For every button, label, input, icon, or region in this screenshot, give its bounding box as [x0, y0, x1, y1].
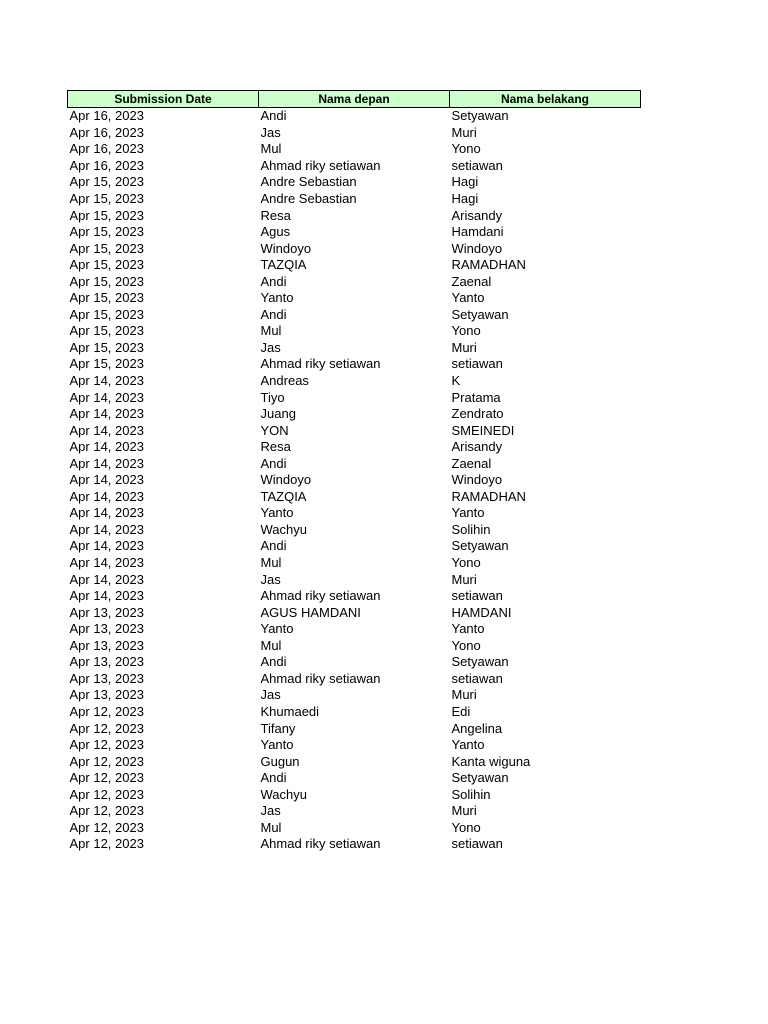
- header-nama-depan: Nama depan: [259, 91, 450, 108]
- table-row: [68, 770, 641, 787]
- cell-submission-date: Apr 14, 2023: [69, 521, 144, 537]
- cell-nama-depan: Andre Sebastian: [260, 191, 357, 206]
- table-row: [68, 737, 641, 754]
- table-row: [68, 108, 641, 125]
- cell-submission-date: Apr 14, 2023: [69, 389, 144, 405]
- cell-nama-belakang: Zendrato: [451, 406, 504, 422]
- cell-nama-depan: Jas: [260, 339, 281, 355]
- cell-submission-date: Apr 15, 2023: [69, 323, 144, 339]
- table-row: [68, 257, 641, 274]
- cell-nama-depan: Jas: [260, 803, 281, 819]
- table-row: [68, 373, 641, 390]
- table-row: [68, 638, 641, 655]
- cell-nama-belakang: Yono: [451, 819, 481, 835]
- cell-nama-depan: Andi: [260, 770, 287, 786]
- table-row: [68, 307, 641, 324]
- cell-nama-depan: Wachyu: [260, 786, 307, 802]
- cell-nama-belakang: Edi: [451, 703, 471, 719]
- cell-nama-belakang: Arisandy: [451, 207, 503, 223]
- table-row: [68, 522, 641, 539]
- table-row: [68, 505, 641, 522]
- cell-submission-date: Apr 12, 2023: [69, 753, 144, 769]
- cell-nama-depan: AGUS HAMDANI: [260, 604, 361, 620]
- cell-submission-date: Apr 12, 2023: [69, 803, 144, 819]
- table-row: [68, 273, 641, 290]
- table-row: [68, 141, 641, 158]
- cell-nama-belakang: Solihin: [451, 521, 491, 537]
- table-row: [68, 555, 641, 572]
- cell-submission-date: Apr 13, 2023: [69, 670, 144, 686]
- cell-nama-belakang: Solihin: [451, 786, 491, 802]
- table-row: [68, 588, 641, 605]
- cell-nama-depan: Tiyo: [260, 389, 285, 405]
- cell-nama-depan: Jas: [260, 124, 281, 140]
- cell-nama-depan: Yanto: [260, 505, 294, 521]
- cell-submission-date: Apr 15, 2023: [69, 356, 144, 372]
- cell-nama-belakang: RAMADHAN: [451, 488, 526, 504]
- cell-nama-depan: Yanto: [260, 290, 294, 306]
- table-row: [68, 207, 641, 224]
- cell-submission-date: Apr 13, 2023: [69, 654, 144, 670]
- header-submission-date: Submission Date: [68, 91, 259, 108]
- table-row: [68, 240, 641, 257]
- cell-submission-date: Apr 14, 2023: [69, 488, 144, 504]
- cell-nama-belakang: Hagi: [451, 174, 479, 190]
- cell-nama-belakang: Zaenal: [451, 273, 492, 289]
- table-row: [68, 174, 641, 191]
- cell-nama-belakang: SMEINEDI: [451, 422, 515, 438]
- cell-nama-belakang: Arisandy: [451, 439, 503, 455]
- table-row: [68, 654, 641, 671]
- cell-submission-date: Apr 16, 2023: [69, 108, 144, 124]
- cell-submission-date: Apr 13, 2023: [69, 621, 144, 637]
- table-row: [68, 571, 641, 588]
- cell-nama-belakang: setiawan: [451, 836, 503, 852]
- cell-nama-depan: Andi: [260, 273, 287, 289]
- table-row: [68, 455, 641, 472]
- cell-submission-date: Apr 14, 2023: [69, 538, 144, 554]
- cell-nama-belakang: Muri: [451, 571, 477, 587]
- cell-submission-date: Apr 14, 2023: [69, 505, 144, 521]
- table-row: [68, 753, 641, 770]
- cell-submission-date: Apr 14, 2023: [69, 373, 144, 389]
- cell-submission-date: Apr 15, 2023: [69, 290, 144, 306]
- table-row: [68, 290, 641, 307]
- table-row: [68, 422, 641, 439]
- cell-nama-depan: Mul: [260, 637, 282, 653]
- table-row: [68, 836, 641, 853]
- table-body: [68, 108, 641, 853]
- cell-nama-depan: Andi: [260, 108, 287, 124]
- cell-nama-depan: Ahmad riky setiawan: [260, 670, 381, 686]
- cell-submission-date: Apr 14, 2023: [69, 588, 144, 604]
- cell-nama-belakang: Zaenal: [451, 455, 492, 471]
- cell-nama-belakang: K: [451, 373, 461, 389]
- cell-submission-date: Apr 14, 2023: [69, 472, 144, 488]
- cell-submission-date: Apr 14, 2023: [69, 555, 144, 571]
- cell-nama-depan: Resa: [260, 207, 291, 223]
- cell-nama-belakang: Muri: [451, 803, 477, 819]
- cell-nama-depan: YON: [260, 422, 289, 438]
- cell-nama-depan: TAZQIA: [260, 488, 307, 504]
- cell-nama-belakang: Yono: [451, 555, 481, 571]
- cell-nama-belakang: Setyawan: [451, 654, 509, 670]
- cell-nama-depan: Khumaedi: [260, 703, 320, 719]
- cell-nama-belakang: setiawan: [451, 670, 503, 686]
- cell-submission-date: Apr 16, 2023: [69, 141, 144, 157]
- table-row: [68, 803, 641, 820]
- table-row: [68, 323, 641, 340]
- cell-nama-belakang: Hagi: [451, 191, 479, 206]
- header-nama-belakang: Nama belakang: [450, 91, 641, 108]
- cell-submission-date: Apr 14, 2023: [69, 571, 144, 587]
- table-row: [68, 406, 641, 423]
- table-row: [68, 604, 641, 621]
- cell-nama-belakang: setiawan: [451, 588, 503, 604]
- cell-submission-date: Apr 15, 2023: [69, 174, 144, 190]
- cell-submission-date: Apr 15, 2023: [69, 273, 144, 289]
- cell-submission-date: Apr 13, 2023: [69, 687, 144, 703]
- cell-nama-depan: Andreas: [260, 373, 309, 389]
- cell-nama-depan: Jas: [260, 571, 281, 587]
- cell-nama-belakang: Yono: [451, 637, 481, 653]
- cell-nama-belakang: HAMDANI: [451, 604, 512, 620]
- cell-nama-depan: Wachyu: [260, 521, 307, 537]
- cell-nama-belakang: Hamdani: [451, 224, 504, 240]
- cell-submission-date: Apr 14, 2023: [69, 422, 144, 438]
- cell-submission-date: Apr 12, 2023: [69, 703, 144, 719]
- cell-nama-depan: Mul: [260, 141, 282, 157]
- table-row: [68, 820, 641, 837]
- cell-nama-belakang: Windoyo: [451, 240, 503, 256]
- table-row: [68, 704, 641, 721]
- cell-nama-belakang: Yanto: [451, 290, 485, 306]
- table-row: [68, 125, 641, 142]
- header-row: [68, 91, 641, 108]
- cell-nama-belakang: Yanto: [451, 505, 485, 521]
- cell-nama-depan: Andi: [260, 654, 287, 670]
- table-row: [68, 356, 641, 373]
- cell-nama-depan: Ahmad riky setiawan: [260, 356, 381, 372]
- cell-nama-belakang: Muri: [451, 124, 477, 140]
- cell-nama-depan: Juang: [260, 406, 296, 422]
- submission-sheet: [67, 90, 641, 853]
- cell-nama-depan: Mul: [260, 819, 282, 835]
- cell-submission-date: Apr 14, 2023: [69, 455, 144, 471]
- table-row: [68, 224, 641, 241]
- table-row: [68, 191, 641, 208]
- cell-nama-depan: Andi: [260, 538, 287, 554]
- cell-nama-belakang: Muri: [451, 687, 477, 703]
- cell-nama-depan: Yanto: [260, 621, 294, 637]
- cell-submission-date: Apr 12, 2023: [69, 819, 144, 835]
- cell-nama-belakang: Angelina: [451, 720, 503, 736]
- cell-nama-belakang: Setyawan: [451, 306, 509, 322]
- cell-submission-date: Apr 14, 2023: [69, 439, 144, 455]
- cell-nama-depan: Ahmad riky setiawan: [260, 836, 381, 852]
- cell-submission-date: Apr 15, 2023: [69, 224, 144, 240]
- cell-nama-belakang: Setyawan: [451, 770, 509, 786]
- cell-nama-depan: Mul: [260, 323, 282, 339]
- submission-table: [67, 90, 641, 853]
- cell-nama-belakang: Yono: [451, 141, 481, 157]
- cell-nama-depan: Andre Sebastian: [260, 174, 357, 190]
- table-row: [68, 621, 641, 638]
- table-row: [68, 786, 641, 803]
- cell-nama-depan: Resa: [260, 439, 291, 455]
- cell-nama-depan: Andi: [260, 455, 287, 471]
- cell-nama-belakang: Windoyo: [451, 472, 503, 488]
- cell-nama-depan: Ahmad riky setiawan: [260, 588, 381, 604]
- cell-nama-depan: Ahmad riky setiawan: [260, 157, 381, 173]
- cell-submission-date: Apr 16, 2023: [69, 157, 144, 173]
- cell-submission-date: Apr 15, 2023: [69, 207, 144, 223]
- cell-nama-belakang: Yanto: [451, 737, 485, 753]
- cell-nama-depan: Gugun: [260, 753, 300, 769]
- cell-nama-depan: Andi: [260, 306, 287, 322]
- cell-nama-belakang: setiawan: [451, 356, 503, 372]
- table-row: [68, 720, 641, 737]
- cell-nama-depan: TAZQIA: [260, 257, 307, 273]
- cell-nama-depan: Windoyo: [260, 472, 312, 488]
- cell-submission-date: Apr 13, 2023: [69, 604, 144, 620]
- table-row: [68, 340, 641, 357]
- cell-nama-depan: Agus: [260, 224, 291, 240]
- cell-nama-belakang: RAMADHAN: [451, 257, 526, 273]
- cell-submission-date: Apr 15, 2023: [69, 240, 144, 256]
- table-row: [68, 389, 641, 406]
- cell-submission-date: Apr 16, 2023: [69, 124, 144, 140]
- cell-submission-date: Apr 12, 2023: [69, 737, 144, 753]
- table-row: [68, 472, 641, 489]
- cell-nama-depan: Mul: [260, 555, 282, 571]
- cell-nama-belakang: Yono: [451, 323, 481, 339]
- cell-nama-belakang: Pratama: [451, 389, 501, 405]
- cell-submission-date: Apr 15, 2023: [69, 306, 144, 322]
- cell-nama-depan: Jas: [260, 687, 281, 703]
- cell-submission-date: Apr 12, 2023: [69, 786, 144, 802]
- cell-nama-belakang: Yanto: [451, 621, 485, 637]
- cell-nama-belakang: Setyawan: [451, 538, 509, 554]
- cell-submission-date: Apr 12, 2023: [69, 720, 144, 736]
- table-row: [68, 439, 641, 456]
- cell-submission-date: Apr 13, 2023: [69, 637, 144, 653]
- cell-nama-belakang: Kanta wiguna: [451, 753, 531, 769]
- cell-nama-belakang: Muri: [451, 339, 477, 355]
- cell-submission-date: Apr 15, 2023: [69, 257, 144, 273]
- cell-submission-date: Apr 15, 2023: [69, 339, 144, 355]
- cell-submission-date: Apr 12, 2023: [69, 836, 144, 852]
- cell-submission-date: Apr 15, 2023: [69, 191, 144, 206]
- cell-nama-belakang: setiawan: [451, 157, 503, 173]
- cell-submission-date: Apr 14, 2023: [69, 406, 144, 422]
- table-row: [68, 538, 641, 555]
- cell-nama-depan: Windoyo: [260, 240, 312, 256]
- table-row: [68, 687, 641, 704]
- table-row: [68, 671, 641, 688]
- cell-nama-depan: Yanto: [260, 737, 294, 753]
- cell-submission-date: Apr 12, 2023: [69, 770, 144, 786]
- table-row: [68, 489, 641, 506]
- table-row: [68, 158, 641, 175]
- cell-nama-belakang: Setyawan: [451, 108, 509, 124]
- cell-nama-depan: Tifany: [260, 720, 296, 736]
